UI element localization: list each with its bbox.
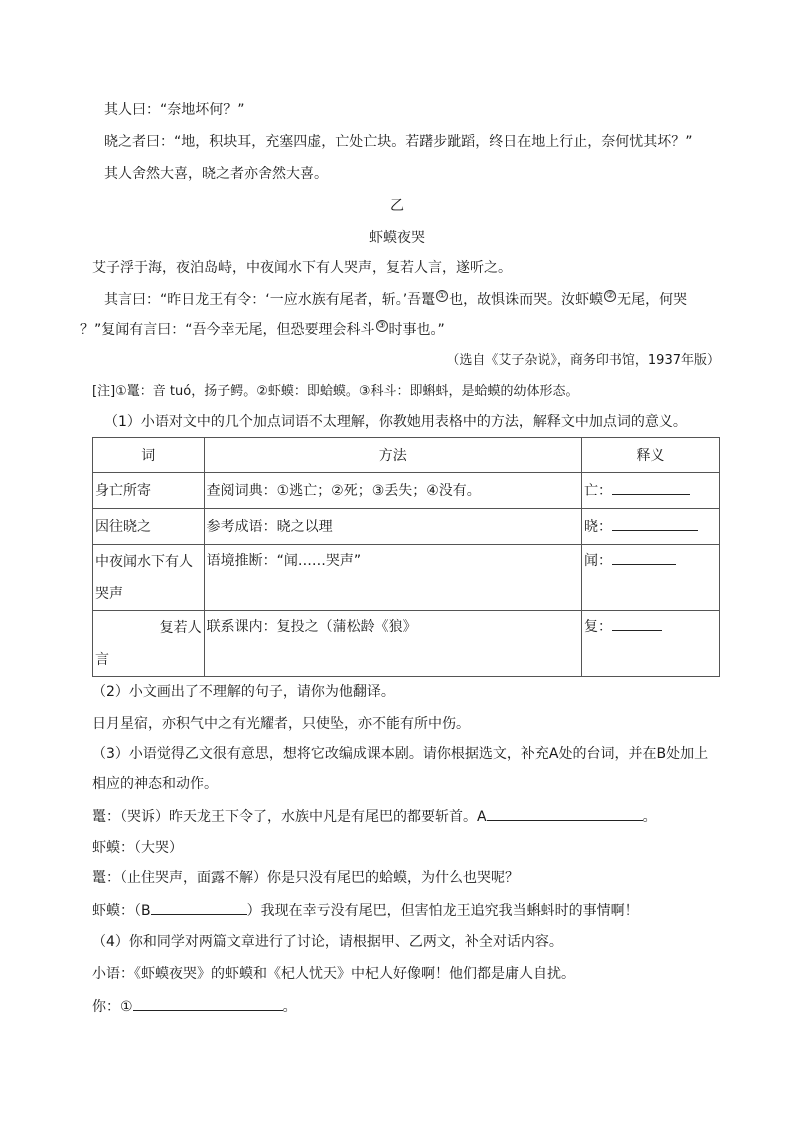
word-cell	[93, 611, 205, 677]
header-meaning: 释义	[582, 438, 720, 473]
answer-cell	[582, 545, 720, 611]
method-cell: 语境推断：“闻……哭声”	[204, 545, 581, 611]
dialogue-line-2: 虾蟆：（大哭）	[92, 840, 183, 856]
table-row	[93, 611, 720, 677]
method-cell: 查阅词典：①逃亡；②死；③丢失；④没有。	[204, 473, 581, 509]
para-3-text-2: 时事也。”	[388, 322, 445, 338]
passage-b-para-2	[104, 290, 687, 310]
answer-blank-1[interactable]	[612, 480, 690, 495]
method-table	[92, 437, 720, 677]
question-2-sentence: 日月星宿，亦积气中之有光耀者，只使坠，亦不能有所中伤。	[92, 716, 470, 732]
xiaoyu-line: 小语：《虾蟆夜哭》的虾蟆和《杞人忧天》中杞人好像啊！他们都是庸人自扰。	[92, 966, 575, 982]
passage-b-para-1: 艾子浮于海，夜泊岛峙，中夜闻水下有人哭声，复若人言，遂听之。	[92, 260, 512, 276]
question-2-prompt: （2）小文画出了不理解的句子，请你为他翻译。	[92, 684, 395, 700]
word-cell	[93, 545, 205, 611]
blank-b[interactable]	[151, 900, 247, 915]
answer-label: 复：	[584, 619, 612, 635]
you-text: 你：①	[92, 999, 133, 1015]
question-3-prompt-line-2: 相应的神态和动作。	[92, 776, 218, 792]
annotation-note: [注]①鼍：音 tuó，扬子鳄。②虾蟆：即蛤蟆。③科斗：即蝌蚪，是蛤蟆的幼体形态。	[92, 384, 579, 399]
word-cell: 因往晓之	[93, 509, 205, 545]
passage-b-para-3	[80, 320, 445, 340]
word-line-1: 复若人	[159, 619, 202, 636]
para-2-text-1: 其言曰：“昨日龙王有令：‘一应水族有尾者，斩。’吾鼍	[104, 292, 436, 308]
blank-you[interactable]	[133, 996, 283, 1011]
passage-a-line-2: 晓之者曰：“地，积块耳，充塞四虚，亡处亡块。若躇步跐蹈，终日在地上行止，奈何忧其坏？”	[104, 134, 693, 150]
dialogue-4-end: ）我现在幸亏没有尾巴，但害怕龙王追究我当蝌蚪时的事情啊！	[246, 903, 639, 919]
passage-b-title: 虾蟆夜哭	[369, 230, 425, 246]
dialogue-1-text: 鼍：（哭诉）昨天龙王下令了，水族中凡是有尾巴的都要斩首。A	[92, 809, 487, 825]
para-2-text-3: 无尾，何哭	[617, 292, 688, 308]
dialogue-4-start: 虾蟆：（B	[92, 903, 151, 919]
passage-a-line-3: 其人舍然大喜，晓之者亦舍然大喜。	[104, 166, 328, 182]
question-3-prompt-line-1: （3）小语觉得乙文很有意思，想将它改编成课本剧。请你根据选文，补充A处的台词，并在B处加上	[92, 746, 709, 762]
blank-a[interactable]	[487, 806, 643, 821]
table-row	[93, 545, 720, 611]
method-cell: 参考成语：晓之以理	[204, 509, 581, 545]
para-2-text-2: 也，故惧诛而哭。汝虾蟆	[449, 292, 604, 308]
passage-a-line-1: 其人曰：“奈地坏何？”	[104, 102, 245, 118]
answer-label: 晓：	[584, 518, 612, 535]
dialogue-line-1	[92, 806, 657, 827]
answer-cell	[582, 611, 720, 677]
answer-label: 亡：	[584, 482, 612, 499]
footnote-mark-2: ②	[606, 291, 615, 302]
answer-cell	[582, 473, 720, 509]
dialogue-1-end: 。	[642, 809, 657, 825]
para-3-text-1: ？”复闻有言曰：“吾今幸无尾，但恐要理会科斗	[80, 322, 375, 338]
table-row	[93, 509, 720, 545]
answer-label: 闻：	[584, 553, 612, 569]
word-line-2: 哭声	[95, 585, 123, 602]
question-4-prompt: （4）你和同学对两篇文章进行了讨论，请根据甲、乙两文，补全对话内容。	[92, 934, 563, 950]
table-row	[93, 473, 720, 509]
you-line	[92, 996, 297, 1017]
footnote-mark-3: ③	[377, 321, 386, 332]
dialogue-line-3: 鼍：（止住哭声，面露不解）你是只没有尾巴的蛤蟆，为什么也哭呢？	[92, 870, 519, 886]
answer-blank-4[interactable]	[612, 616, 662, 631]
question-1-prompt: （1）小语对文中的几个加点词语不太理解，你教她用表格中的方法，解释文中加点词的意义。	[104, 414, 687, 430]
method-cell: 联系课内：复投之（蒲松龄《狼》	[204, 611, 581, 677]
source-citation: （选自《艾子杂说》，商务印书馆，1937年版）	[446, 353, 720, 368]
footnote-mark-1: ①	[438, 291, 447, 302]
passage-b-label: 乙	[390, 198, 404, 214]
word-line-2: 言	[95, 651, 109, 668]
header-word: 词	[93, 438, 205, 473]
word-line-1: 中夜闻水下有人	[95, 553, 193, 570]
header-method: 方法	[204, 438, 581, 473]
dialogue-line-4	[92, 900, 639, 921]
answer-blank-3[interactable]	[612, 550, 676, 565]
answer-cell	[582, 509, 720, 545]
word-cell: 身亡所寄	[93, 473, 205, 509]
table-header-row	[93, 438, 720, 473]
you-end: 。	[282, 999, 297, 1015]
answer-blank-2[interactable]	[612, 516, 698, 531]
